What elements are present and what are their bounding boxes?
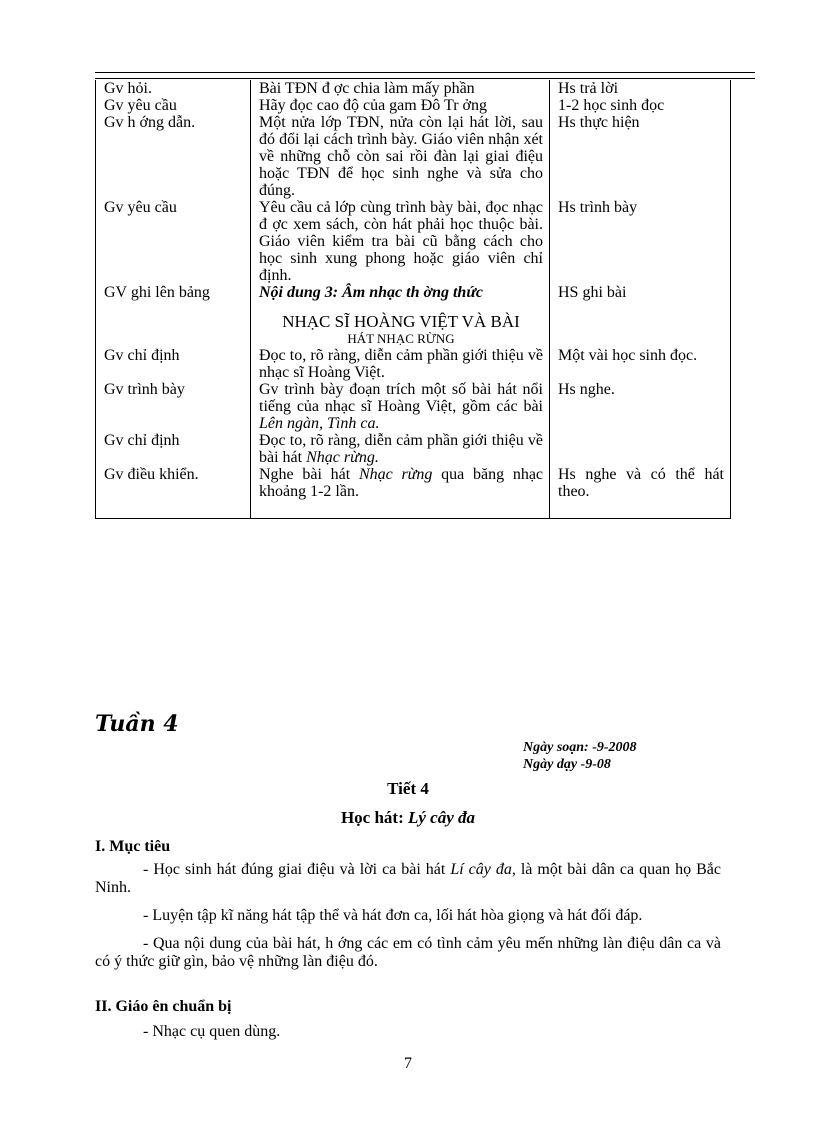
content-text: Đọc to, rõ ràng, diễn cảm phần giới thiệu về bài hát [259, 432, 543, 466]
content-cell: Một nửa lớp TĐN, nửa còn lại hát lời, sau đó đổi lại cách trình bày. Giáo viên nhận xét về những chỗ còn sai rồi đàn lại giai điệu hoặc TĐN để học sinh nghe và sửa cho đúng. [251, 114, 550, 199]
lesson-table [95, 80, 731, 519]
objective-text: - Học sinh hát đúng giai điệu và lời ca bài hát [143, 861, 451, 878]
teacher-cell: Gv chỉ định [96, 347, 251, 381]
table-row [96, 347, 731, 381]
preparation-heading: II. Giáo ên chuẩn bị [95, 998, 232, 1015]
teacher-cell: Gv chỉ định [96, 432, 251, 466]
compose-date: Ngày soạn: -9-2008 [523, 740, 637, 755]
objectives-section [95, 838, 721, 971]
preparation-paragraph: - Nhạc cụ quen dùng. [143, 1023, 281, 1040]
teach-date: Ngày dạy -9-08 [523, 757, 611, 772]
teacher-cell: Gv trình bày [96, 381, 251, 432]
content-italic: Nhạc rừng [358, 466, 433, 483]
page-number: 7 [404, 1055, 412, 1072]
section-heading: Nội dung 3: Âm nhạc th ờng thức [259, 284, 483, 301]
week-heading: Tuần 4 [95, 711, 179, 737]
student-cell: Một vài học sinh đọc. [550, 347, 731, 381]
song-name: Lí cây đa [450, 861, 512, 878]
table-row [96, 432, 731, 466]
content-cell [251, 381, 550, 432]
lesson-name: Lý cây đa [408, 808, 476, 827]
content-text: Gv trình bày đoạn trích một số bài hát nổi tiếng của nhạc sĩ Hoàng Việt, gồm các bài [259, 381, 543, 415]
student-cell: Hs thực hiện [550, 114, 731, 199]
lesson-prefix: Học hát: [340, 808, 408, 827]
content-cell [251, 466, 550, 519]
content-cell: Hãy đọc cao độ của gam Đô Tr ởng [251, 97, 550, 114]
objective-paragraph [95, 861, 721, 897]
table-row [96, 381, 731, 432]
section-title [259, 313, 543, 347]
section-title-sub: HÁT NHẠC RỪNG [347, 331, 455, 346]
content-text: qua băng nhạc khoảng 1-2 lần. [259, 466, 544, 500]
objectives-heading: I. Mục tiêu [95, 838, 171, 855]
student-cell [550, 432, 731, 466]
student-cell: Hs nghe. [550, 381, 731, 432]
content-italic: Nhạc rừng. [306, 449, 379, 466]
table-row [96, 199, 731, 284]
content-cell: Yêu cầu cả lớp cùng trình bày bài, đọc nhạc đ ợc xem sách, còn hát phải học thuộc bài. Giáo viên kiểm tra bài cũ bằng cách cho học sinh xung phong hoặc giáo viên chỉ định. [251, 199, 550, 284]
content-cell: Bài TĐN đ ợc chia làm mấy phần [251, 80, 550, 97]
content-cell [251, 432, 550, 466]
objective-paragraph: - Qua nội dung của bài hát, h ớng các em có tình cảm yêu mến những làn điệu dân ca và có ý thức giữ gìn, bảo vệ những làn điệu đó. [95, 935, 721, 970]
content-cell: Đọc to, rõ ràng, diễn cảm phần giới thiệu về nhạc sĩ Hoàng Việt. [251, 347, 550, 381]
table-row [96, 284, 731, 347]
table-row [96, 97, 731, 114]
content-cell [251, 284, 550, 347]
preparation-section [95, 998, 721, 1041]
table-row [96, 466, 731, 519]
dates-block [523, 739, 637, 773]
teacher-cell: Gv hỏi. [96, 80, 251, 97]
objective-text: , là một bài dân ca quan họ Bắc Ninh. [95, 861, 722, 896]
content-italic: Lên ngàn, Tình ca. [259, 415, 380, 432]
objective-paragraph: - Luyện tập kĩ năng hát tập thể và hát đơn ca, lối hát hòa giọng và hát đối đáp. [143, 907, 643, 924]
top-double-rule [95, 72, 755, 79]
table-row [96, 80, 731, 97]
student-cell: HS ghi bài [550, 284, 731, 347]
student-cell: Hs trình bày [550, 199, 731, 284]
section-title-main: NHẠC SĨ HOÀNG VIỆT VÀ BÀI [282, 312, 520, 331]
lesson-title [0, 809, 816, 826]
student-cell: 1-2 học sinh đọc [550, 97, 731, 114]
student-cell: Hs nghe và có thể hát theo. [550, 466, 731, 519]
teacher-cell: GV ghi lên bảng [96, 284, 251, 347]
teacher-cell: Gv h ớng dẫn. [96, 114, 251, 199]
table-row [96, 114, 731, 199]
teacher-cell: Gv yêu cầu [96, 97, 251, 114]
period-title: Tiết 4 [387, 779, 429, 798]
teacher-cell: Gv yêu cầu [96, 199, 251, 284]
content-text: Nghe bài hát [259, 466, 359, 483]
teacher-cell: Gv điều khiển. [96, 466, 251, 519]
student-cell: Hs trả lời [550, 80, 731, 97]
